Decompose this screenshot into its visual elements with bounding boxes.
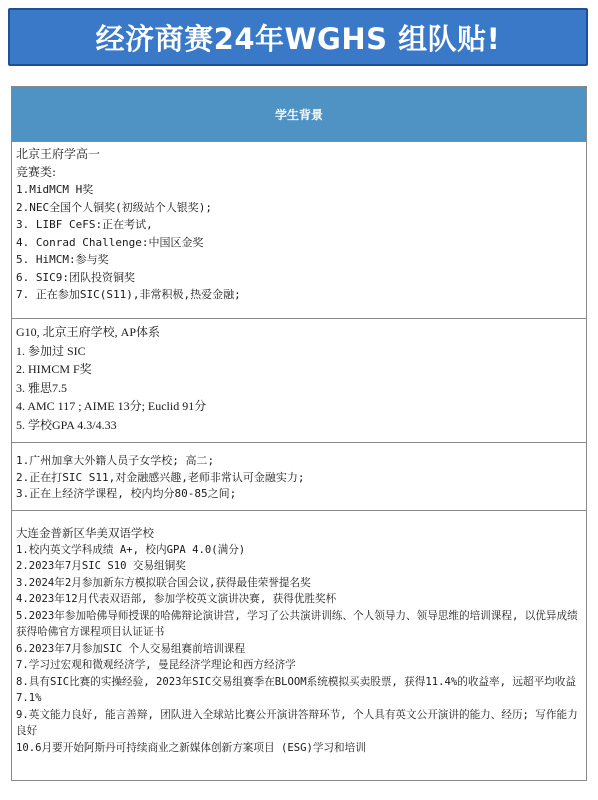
- row-text-line: 2. HIMCM F奖: [16, 362, 92, 376]
- student-row-4: [12, 511, 586, 781]
- row-text-line: 4.2023年12月代表双语部, 参加学校英文演讲决赛, 获得优胜奖杯: [16, 593, 337, 605]
- banner-title: 经济商赛24年WGHS 组队贴!: [95, 21, 501, 56]
- row-text-line: 5. HiMCM:参与奖: [16, 253, 109, 266]
- student-row-3: [12, 443, 586, 511]
- row-text-line: 1.校内英文学科成绩 A+, 校内GPA 4.0(满分): [16, 543, 246, 556]
- row-text-line: 1. 参加过 SIC: [16, 343, 86, 358]
- row-text-line: 大连金普新区华美双语学校: [16, 526, 154, 540]
- row-text-line: 6.2023年7月参加SIC 个人交易组赛前培训课程: [16, 642, 246, 655]
- student-row-2: [12, 319, 586, 443]
- row-text-line: 10.6月要开始阿斯丹可持续商业之新媒体创新方案项目 (ESG)学习和培训: [16, 741, 366, 754]
- row-text-line: 9.英文能力良好, 能言善辩, 团队进入全球站比赛公开演讲答辩环节, 个人具有英文公开演讲的能力、经历; 写作能力良好: [16, 708, 578, 737]
- row-text-line: 3.正在上经济学课程, 校内均分80-85之间;: [16, 487, 237, 500]
- row-text-line: 4. Conrad Challenge:中国区金奖: [16, 235, 204, 249]
- student-row-1: [12, 142, 586, 319]
- row-text-line: 8.具有SIC比赛的实操经验, 2023年SIC交易组赛季在BLOOM系统模拟买卖股票, 获得11.4%的收益率, 远超平均收益7.1%: [16, 675, 576, 704]
- row-text-line: 3. LIBF CeFS:正在考试,: [16, 218, 153, 231]
- row-text-line: 3. 雅思7.5: [16, 380, 68, 395]
- row-text-line: 2.NEC全国个人铜奖(初级站个人银奖);: [16, 200, 212, 214]
- title-banner: [8, 8, 588, 66]
- row-text-line: 7. 正在参加SIC(S11),非常积极,热爱金融;: [16, 288, 241, 301]
- row-text-line: 北京王府学高一: [16, 147, 101, 161]
- row-text-line: 1.广州加拿大外籍人员子女学校; 高二;: [16, 454, 215, 467]
- row-text-line: 7.学习过宏观和微观经济学, 曼昆经济学理论和西方经济学: [16, 659, 296, 671]
- table-header: [12, 87, 586, 142]
- row-text-line: G10, 北京王府学校, AP体系: [16, 325, 161, 339]
- row-text-line: 5.2023年参加哈佛导师授课的哈佛辩论演讲营, 学习了公共演讲训练、个人领导力、领导思维的培训课程, 以优异成绩获得哈佛官方课程项目认证证书: [16, 609, 578, 638]
- row-text-line: 4. AMC 117 ; AIME 13分; Euclid 91分: [16, 399, 207, 413]
- row-text-line: 3.2024年2月参加新东方模拟联合国会议,获得最佳荣誉提名奖: [16, 576, 311, 589]
- row-text-line: 2.正在打SIC S11,对金融感兴趣,老师非常认可金融实力;: [16, 470, 305, 484]
- row-text-line: 竞赛类:: [16, 164, 57, 179]
- row-text-line: 2.2023年7月SIC S10 交易组铜奖: [16, 560, 186, 572]
- row-text-line: 1.MidMCM H奖: [16, 183, 94, 196]
- table-header-label: 学生背景: [274, 107, 323, 122]
- row-text-line: 6. SIC9:团队投资铜奖: [16, 270, 135, 284]
- row-text-line: 5. 学校GPA 4.3/4.33: [16, 417, 117, 432]
- student-background-table: [11, 86, 587, 781]
